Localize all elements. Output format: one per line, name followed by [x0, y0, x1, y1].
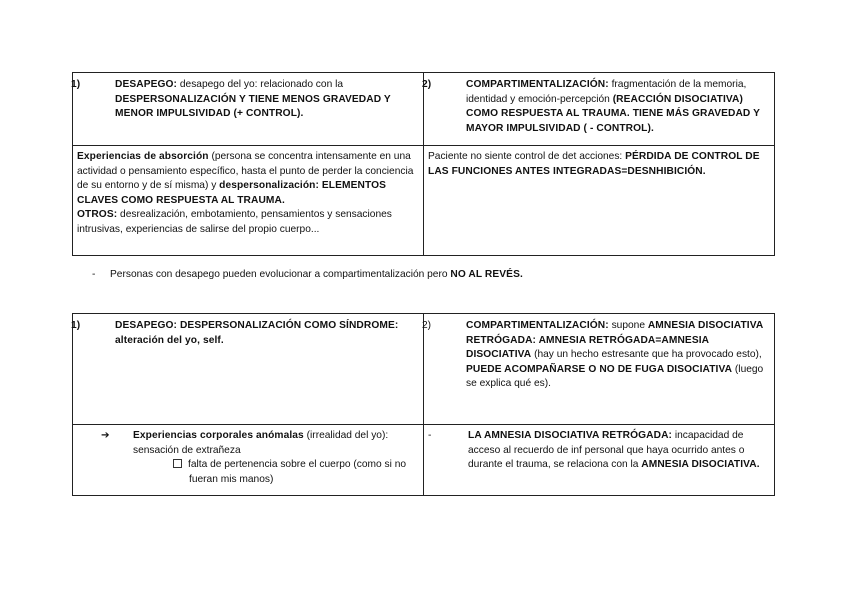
text-bold: (REACCIÓN DISOCIATIVA) COMO RESPUESTA AL TRAUMA. TIENE MÁS GRAVEDAD Y MAYOR IMPULSIVIDAD ( - CONTROL).	[466, 93, 760, 134]
text-bold: DESAPEGO: DESPERSONALIZACIÓN COMO SÍNDROME: alteración del yo, self.	[115, 320, 399, 346]
checkbox-item	[189, 458, 418, 487]
bullet-dash: -	[92, 269, 96, 280]
term-compartimentalizacion: COMPARTIMENTALIZACIÓN:	[466, 320, 609, 331]
table-sindrome-amnesia	[72, 313, 775, 496]
item-number: 2)	[422, 79, 432, 90]
text: desrealización, embotamiento, pensamientos y sensaciones intrusivas, experiencias de salirse del propio cuerpo...	[77, 209, 392, 235]
term-otros: OTROS:	[77, 209, 118, 220]
cell-perdida-control	[424, 146, 775, 256]
text-bold: AMNESIA DISOCIATIVA RETRÓGADA: AMNESIA RETRÓGADA=AMNESIA DISOCIATIVA	[466, 320, 763, 360]
cell-experiencias-corporales	[73, 425, 424, 496]
arrow-icon: ➔	[101, 430, 110, 441]
text: (persona se concentra intensamente en una actividad o pensamiento específico, hasta el punto de perder la conciencia de su entorno y de sí misma) y	[77, 151, 414, 191]
text: (luego se explica qué es).	[466, 363, 764, 389]
cell-compartimentalizacion	[424, 73, 775, 146]
text-bold: PUEDE ACOMPAÑARSE O NO DE FUGA DISOCIATIVA	[466, 363, 733, 375]
text: Personas con desapego pueden evolucionar a compartimentalización pero	[110, 269, 451, 280]
text-bold: AMNESIA DISOCIATIVA.	[641, 459, 760, 470]
text: desapego del yo: relacionado con la	[177, 79, 343, 90]
text: (hay un hecho estresante que ha provocado esto),	[531, 349, 762, 360]
checkbox-icon	[173, 459, 182, 468]
note-evolucion	[92, 268, 772, 283]
text: fragmentación de la memoria, identidad y emoción-percepción	[466, 79, 747, 105]
bullet-dash: -	[428, 430, 432, 441]
item-number: 1)	[71, 320, 81, 331]
text-bold: PÉRDIDA DE CONTROL DE LAS FUNCIONES ANTES INTEGRADAS=DESNHIBICIÓN.	[428, 151, 760, 177]
term-compartimentalizacion: COMPARTIMENTALIZACIÓN:	[466, 79, 609, 90]
text-bold: DESPERSONALIZACIÓN Y TIENE MENOS GRAVEDAD Y MENOR IMPULSIVIDAD (+ CONTROL).	[115, 93, 391, 119]
text-bold: despersonalización: ELEMENTOS CLAVES COMO RESPUESTA AL TRAUMA.	[77, 180, 387, 206]
text-bold: NO AL REVÉS.	[450, 269, 523, 280]
term-absorcion: Experiencias de absorción	[77, 151, 209, 162]
arrow-item	[101, 429, 418, 458]
table-desapego-compartimentalizacion	[72, 72, 775, 256]
cell-desapego	[73, 73, 424, 146]
term-experiencias-corporales: Experiencias corporales anómalas	[133, 430, 304, 441]
text: Paciente no siente control de det acciones:	[428, 151, 626, 162]
dash-item	[428, 429, 769, 473]
table-row	[73, 425, 775, 496]
cell-absorcion	[73, 146, 424, 256]
term-amnesia-retrograda: LA AMNESIA DISOCIATIVA RETRÓGADA:	[468, 430, 673, 441]
item-number: 2)	[422, 320, 432, 331]
text: (irrealidad del yo): sensación de extrañeza	[133, 430, 389, 456]
item-number: 1)	[71, 79, 81, 90]
text: incapacidad de acceso al recuerdo de inf personal que haya ocurrido antes o durante el trauma, se relaciona con la	[468, 430, 745, 470]
table-row	[73, 73, 775, 146]
term-desapego: DESAPEGO:	[115, 79, 178, 90]
table-row	[73, 146, 775, 256]
text: falta de pertenencia sobre el cuerpo (como si no fueran mis manos)	[188, 459, 407, 485]
table-row	[73, 314, 775, 425]
cell-amnesia-disociativa	[424, 314, 775, 425]
cell-amnesia-retrograda	[424, 425, 775, 496]
cell-despersonalizacion-sindrome	[73, 314, 424, 425]
text: supone	[608, 320, 648, 331]
